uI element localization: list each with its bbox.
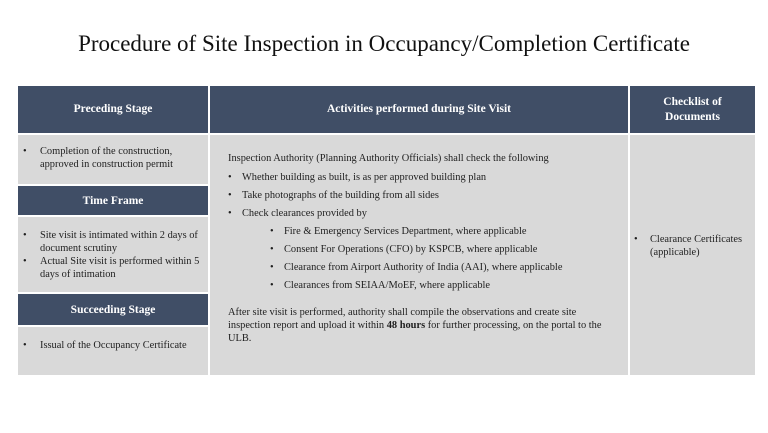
clearance-item: • Clearance from Airport Authority of India (AAI), where applicable <box>270 261 620 274</box>
preceding-stage-cell <box>18 135 208 184</box>
succeeding-stage-cell <box>18 327 208 375</box>
header-checklist: Checklist of Documents <box>630 86 755 133</box>
header-activities: Activities performed during Site Visit <box>210 86 628 133</box>
time-frame-item: • Actual Site visit is performed within 5 days of intimation <box>18 255 200 281</box>
clearance-item: • Fire & Emergency Services Department, where applicable <box>270 225 620 238</box>
time-frame-item: • Site visit is intimated within 2 days of document scrutiny <box>18 229 200 255</box>
deadline-hours: 48 hours <box>386 320 426 331</box>
checklist-item: • Clearance Certificates (applicable) <box>630 233 749 259</box>
checklist-cell <box>630 135 755 375</box>
activities-intro: Inspection Authority (Planning Authority Officials) shall check the following <box>228 153 549 164</box>
time-frame-header: Time Frame <box>18 186 208 215</box>
activity-item: • Take photographs of the building from all sides <box>228 189 620 202</box>
clearance-item: • Consent For Operations (CFO) by KSPCB, where applicable <box>270 243 620 256</box>
succeeding-stage-header: Succeeding Stage <box>18 294 208 325</box>
activities-cell <box>210 135 628 375</box>
activities-closing: After site visit is performed, authority shall compile the observations and create site inspection report and upload it within 48 hours for further processing, on the portal to the ULB. <box>228 307 602 344</box>
preceding-item: • Completion of the construction, approved in construction permit <box>18 145 204 171</box>
page-title: Procedure of Site Inspection in Occupancy/Completion Certificate <box>78 31 690 56</box>
time-frame-cell <box>18 217 208 292</box>
activity-item: • Whether building as built, is as per approved building plan <box>228 171 620 184</box>
header-preceding-stage: Preceding Stage <box>18 86 208 133</box>
activity-item <box>228 207 620 292</box>
succeeding-item: • Issual of the Occupancy Certificate <box>18 339 188 352</box>
clearance-item: • Clearances from SEIAA/MoEF, where applicable <box>270 279 620 292</box>
activity-item-label: Check clearances provided by <box>242 208 367 219</box>
